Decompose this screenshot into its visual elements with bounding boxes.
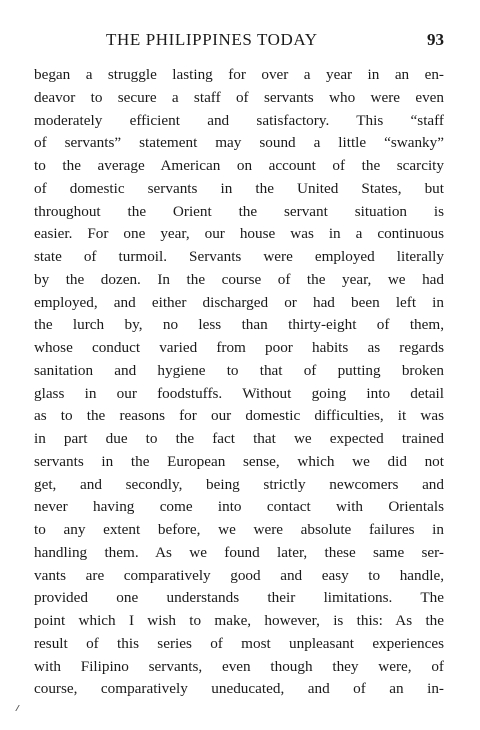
text-line: employed, and either discharged or had been left in bbox=[34, 293, 444, 311]
body-paragraph bbox=[34, 64, 444, 701]
text-line: of servants” statement may sound a little “swanky” bbox=[34, 134, 444, 152]
text-line: state of turmoil. Servants were employed literally bbox=[34, 248, 444, 265]
text-line: to any extent before, we were absolute failures in bbox=[34, 521, 444, 538]
text-line: in part due to the fact that we expected trained bbox=[34, 430, 444, 447]
text-line: point which I wish to make, however, is this: As the bbox=[34, 612, 444, 629]
text-line: to the average American on account of the scarcity bbox=[34, 157, 444, 174]
text-line: servants in the European sense, which we did not bbox=[34, 452, 444, 470]
text-line: never having come into contact with Orientals bbox=[34, 498, 444, 516]
page-number: 93 bbox=[427, 30, 444, 49]
text-line: easier. For one year, our house was in a continuous bbox=[34, 225, 444, 243]
text-line: whose conduct varied from poor habits as regards bbox=[34, 339, 444, 356]
running-head bbox=[34, 30, 444, 54]
text-line: handling them. As we found later, these same ser- bbox=[34, 543, 444, 561]
running-title: THE PHILIPPINES TODAY bbox=[106, 30, 318, 49]
text-line: vants are comparatively good and easy to handle, bbox=[34, 566, 444, 584]
text-line: began a struggle lasting for over a year in an en- bbox=[34, 66, 444, 83]
text-line: moderately efficient and satisfactory. This “staff bbox=[34, 111, 444, 129]
text-line: as to the reasons for our domestic difficulties, it was bbox=[34, 407, 444, 425]
text-line: result of this series of most unpleasant experiences bbox=[34, 634, 444, 652]
text-line: glass in our foodstuffs. Without going into detail bbox=[34, 384, 444, 402]
text-line: course, comparatively uneducated, and of an in- bbox=[34, 680, 444, 698]
text-line: throughout the Orient the servant situation is bbox=[34, 202, 444, 220]
text-line: sanitation and hygiene to that of putting broken bbox=[34, 361, 444, 379]
text-line: of domestic servants in the United States, but bbox=[34, 179, 444, 197]
scan-mark bbox=[15, 705, 24, 711]
text-line: the lurch by, no less than thirty-eight of them, bbox=[34, 316, 444, 334]
text-line: with Filipino servants, even though they were, of bbox=[34, 657, 444, 675]
text-line: provided one understands their limitations. The bbox=[34, 589, 444, 607]
text-line: by the dozen. In the course of the year, we had bbox=[34, 270, 444, 288]
text-line: deavor to secure a staff of servants who were even bbox=[34, 88, 444, 106]
text-line: get, and secondly, being strictly newcomers and bbox=[34, 475, 444, 493]
